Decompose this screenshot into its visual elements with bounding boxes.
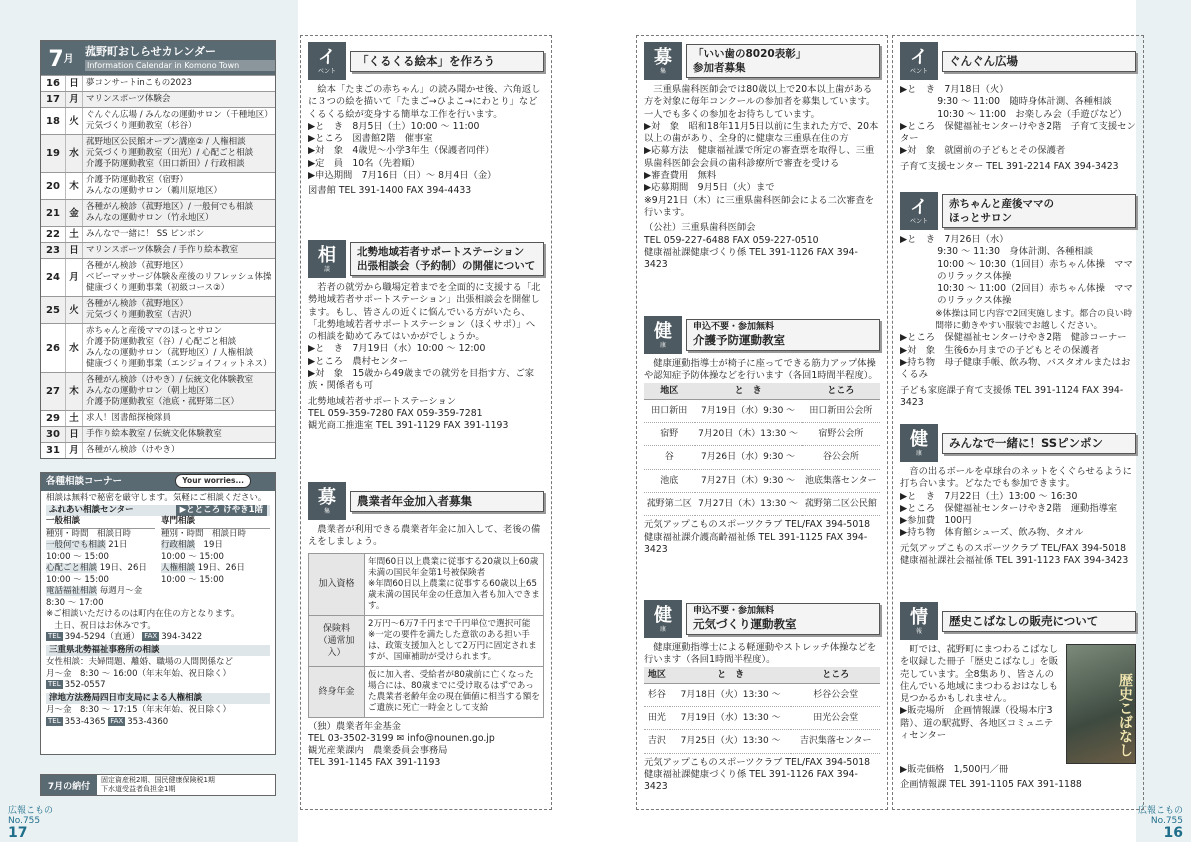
contact-dept-phone: TEL 391-1145 FAX 391-1193	[308, 757, 441, 769]
article-pretitle: 申込不要・参加無料	[693, 322, 775, 332]
calendar-event: ベビーマッサージ体験＆産後のリフレッシュ体操	[86, 272, 272, 282]
table-cell: 吉沢	[644, 730, 670, 753]
calendar-weekday: 木	[65, 373, 82, 410]
calendar-weekday: 月	[65, 259, 82, 296]
calendar-event: 菰野地区公民館オープン講座② / 人権相談	[86, 137, 246, 147]
calendar-event: みんなの運動サロン（朝上地区）	[86, 386, 214, 396]
health-badge: 健 康	[644, 316, 682, 354]
mie-line2: 月～金 8:30 ～ 16:00（年末年始、祝日除く）	[46, 668, 231, 679]
detail-apply: ▶申込期間 7月16日（日）～ 8月4日（金）	[308, 170, 497, 182]
table-cell: 杉谷	[644, 683, 670, 706]
table-row	[644, 423, 880, 446]
calendar-row	[41, 296, 275, 323]
calendar-weekday: 月	[65, 92, 82, 107]
calendar-rows	[41, 75, 275, 458]
article-title: 赤ちゃんと産後ママの ほっとサロン	[942, 194, 1136, 228]
contact-club: 元気アップこものスポーツクラブ TEL/FAX 394-5018	[900, 542, 1127, 554]
calendar-row	[41, 258, 275, 296]
contact-org: 北勢地域若者サポートステーション	[308, 395, 457, 407]
article-title-main: 元気づくり運動教室	[693, 617, 797, 631]
calendar-event: 介護予防運動教室（宿野）	[86, 175, 189, 185]
table-row	[644, 683, 880, 706]
health-badge: 健 康	[644, 600, 682, 638]
general-time: 10:00 ～ 15:00	[46, 551, 109, 562]
calendar-row	[41, 426, 275, 442]
nenkin-r2-head: 保険料 （通常加入）	[309, 615, 365, 666]
article-title: 「くるくる絵本」を作ろう	[350, 51, 544, 72]
calendar-events	[82, 443, 275, 458]
col-date: 相談日時	[97, 528, 132, 539]
houterasu-tel: 353-4365	[64, 716, 106, 727]
article-pretitle: 申込不要・参加無料	[693, 606, 775, 616]
col-area: 地区	[644, 383, 695, 400]
contact-org: （公社）三重県歯科医師会	[644, 222, 756, 234]
footer-left	[8, 806, 53, 841]
table-cell: 7月20日（木）13:30 ～	[695, 423, 802, 446]
calendar-event: 各種がん検診（菰野地区）/ 一般何でも相談	[86, 202, 254, 212]
detail-time3: 10:30 ～ 11:00（2回目）赤ちゃん体操 ママのリラックス体操	[937, 283, 1133, 307]
calendar-event: 手作り絵本教室 / 伝統文化体験教室	[86, 429, 222, 439]
contact-dept: 観光商工推進室 TEL 391-1129 FAX 391-1193	[308, 420, 509, 432]
article-kaigo	[644, 316, 880, 556]
article-body: 若者の就労から職場定着までを全面的に支援する「北勢地域若者サポートステーション」出張相談会を開催します。もし、皆さんの近くに悩んでいる方がいたら、「北勢地域若者サポートステーション（ほくサポ）」への相談を勧めてみてはいかがでしょうか。	[308, 282, 541, 343]
calendar-event: 各種がん検診（けやき）/ 伝統文化体験教室	[86, 375, 254, 385]
calendar-month: 7 月	[48, 47, 74, 72]
calendar-weekday: 火	[65, 297, 82, 323]
table-cell: 宿野	[644, 423, 695, 446]
article-title: 農業者年金加入者募集	[350, 491, 544, 512]
table-cell: 杉谷公会堂	[791, 683, 880, 706]
worry-time: 10:00 ～ 15:00	[46, 574, 109, 585]
worries-tag: Your worries...	[175, 474, 251, 488]
footer-left-name: 広報こもの	[8, 806, 54, 816]
calendar-events	[82, 200, 275, 226]
calendar-weekday: 土	[65, 411, 82, 426]
calendar-event: みんなで一緒に！ SS ピンポン	[86, 229, 205, 239]
detail-time2: 10:00 ～ 10:30（1回目）赤ちゃん体操 ママのリラックス体操	[937, 258, 1133, 282]
table-cell: 田光公会堂	[791, 707, 880, 730]
event-badge: イ ベント	[308, 42, 346, 80]
tel-label: TEL	[48, 632, 61, 640]
article-title: 歴史こばなしの販売について	[942, 611, 1136, 632]
article-body: 音の出るボールを卓球台のネットをくぐらせるように打ち合います。どなたでも参加できます。	[900, 466, 1132, 490]
calendar-day: 23	[46, 245, 60, 256]
article-ehon	[308, 42, 544, 198]
calendar-event: 夢コンサートinこもの2023	[86, 78, 192, 88]
calendar-event: 求人！図書館探検隊員	[86, 413, 172, 423]
houterasu-fax: 353-4360	[127, 716, 169, 727]
footer-left-no: No.755	[8, 816, 41, 826]
article-support	[308, 240, 544, 433]
calendar-weekday: 日	[65, 76, 82, 91]
phone-date: 毎週月～金	[99, 586, 143, 596]
calendar-row	[41, 226, 275, 242]
nenkin-r2: 2万円～6万7千円まで千円単位で選択可能 ※一定の要件を満たした意欲のある担い手は、政策支援加入として2万円に固定されますが、国庫補助が受けられます。	[365, 615, 544, 666]
general-date: 21日	[108, 540, 128, 550]
detail-who: ▶対 象 生後6か月までの子どもとその保護者	[900, 344, 1100, 356]
admin-time: 10:00 ～ 15:00	[161, 551, 224, 562]
admin-date: 19日	[203, 540, 223, 550]
table-cell: 菰野第二区	[644, 493, 695, 516]
table-row	[644, 446, 880, 469]
article-body: 町では、菰野町にまつわるこばなしを収録した冊子「歴史こばなし」を販売しています。全8集あり、皆さんの住んでいる地域にまつわるおはなしも見つかるかもしれません。	[900, 644, 1059, 705]
calendar-day: 20	[46, 180, 60, 192]
calendar-day: 21	[46, 207, 60, 219]
article-title	[686, 319, 880, 351]
calendar-events	[82, 427, 275, 442]
contact-dept: 健康福祉課介護高齢福祉係 TEL 391-1125 FAX 394-3423	[644, 531, 868, 555]
event-badge: イ ベント	[900, 42, 938, 80]
general-head: 一般相談	[46, 516, 155, 529]
calendar-day: 27	[46, 386, 60, 397]
contact-org: （独）農業者年金基金	[308, 720, 401, 732]
detail-time1: 9:30 ～ 11:00 随時身体計測、各種相談	[937, 96, 1112, 108]
col-time: と き	[670, 667, 792, 684]
mie-head: 三重県北勢福祉事務所の相談	[46, 645, 270, 657]
calendar-event: マリンスポーツ体験会 / 手作り絵本教室	[86, 245, 239, 255]
article-body: 健康運動指導士による軽運動やストレッチ体操などを行います（各回1時間半程度）。	[644, 642, 877, 666]
consult-badge: 相 談	[308, 240, 346, 278]
nenkin-r1: 年間60日以上農業に従事する20歳以上60歳未満の国民年金第1号被保険者 ※年間60日以上農業に従事する60歳以上65歳未満の国民年金の任意加入者も加入できます。	[365, 553, 544, 615]
detail-bring: ▶持ち物 母子健康手帳、飲み物、バスタオルまたはおくるみ	[900, 356, 1131, 381]
consult-intro: 相談は無料で秘密を厳守します。気軽にご相談ください。	[46, 493, 267, 503]
table-cell: 田口新田	[644, 399, 695, 422]
article-title-main: 介護予防運動教室	[693, 333, 785, 347]
col-date-2: 相談日時	[212, 528, 247, 539]
calendar-events	[82, 92, 275, 107]
detail-price: ▶販売価格 1,500円／冊	[900, 764, 1009, 775]
calendar-events	[82, 173, 275, 199]
table-cell: 池底	[644, 469, 695, 492]
table-cell: 7月25日（火）13:30 ～	[670, 730, 792, 753]
calendar-event: 介護予防運動教室（田口新田）/ 行政相談	[86, 159, 245, 169]
houterasu-head: 津地方法務局四日市支局による人権相談	[46, 693, 270, 705]
consult-tel: 394-5294（直通）	[64, 632, 140, 642]
worry-item: 心配ごと相談	[46, 563, 98, 573]
detail-where: ▶ところ 保健福祉センターけやき2階 運動指導室	[900, 502, 1118, 514]
nenkin-r3: 仮に加入者、受給者が80歳前に亡くなった場合には、80歳までに受け取るはずであった農業者老齢年金の現在価値に相当する額をご遺族に死亡一時金として支給	[365, 666, 544, 717]
article-gungun	[900, 42, 1136, 173]
detail-note: ※9月21日（木）に三重県歯科医師会による二次審査を行います。	[644, 194, 875, 218]
health-badge: 健 康	[900, 424, 938, 462]
worry-date: 19日、26日	[99, 563, 147, 573]
detail-where: ▶ところ 保健福祉センターけやき2階 健診コーナー	[900, 332, 1127, 344]
article-nenkin	[308, 482, 544, 770]
nenkin-r1-head: 加入資格	[309, 553, 365, 615]
calendar-event: 元気づくり運動教室（吉沢）	[86, 310, 197, 320]
calendar-events	[82, 108, 275, 134]
article-body: 絵本「たまごの赤ちゃん」の読み聞かせ後、六角返しに３つの絵を描いて「たまご→ひよこ→にわとり」などくるくる絵が変身する簡単な工作を行います。	[308, 84, 541, 120]
detail-when: ▶と き 7月18日（火）	[900, 84, 1009, 95]
calendar-day: 31	[46, 445, 60, 456]
consult-title: 各種相談コーナー	[41, 473, 275, 491]
detail-time2: 10:30 ～ 11:00 お楽しみ会（手遊びなど）	[937, 108, 1127, 120]
detail-note: ※体操は同じ内容で2回実施します。都合の良い時間帯に動きやすい服装でお越しください。	[935, 308, 1133, 332]
table-cell: 7月27日（木）9:30 ～	[695, 469, 802, 492]
table-cell: 7月19日（水）13:30 ～	[670, 707, 792, 730]
calendar-row	[41, 242, 275, 258]
article-body: 健康運動指導士が椅子に座ってできる筋力アップ体操や認知症予防体操などを行います（各回1時間半程度）。	[644, 358, 878, 382]
calendar-title: 菰野町おしらせカレンダー	[85, 45, 216, 58]
event-calendar	[40, 40, 276, 459]
table-cell: 菰野第二区公民館	[802, 493, 880, 516]
mie-line1: 女性相談：夫婦問題、離婚、職場の人間関係など	[46, 657, 234, 667]
rights-time: 10:00 ～ 15:00	[161, 574, 224, 585]
article-body: 三重県歯科医師会では80歳以上で20本以上歯がある方を対象に毎年コンクールの参加者を募集しています。一人でも多くの参加をお待ちしています。	[644, 84, 876, 120]
detail-where: ▶ところ 保健福祉センターけやき2階 子育て支援センター	[900, 120, 1136, 145]
special-head: 専門相談	[161, 516, 270, 529]
footer-right-name: 広報こもの	[1137, 806, 1183, 816]
calendar-event: 健康づくり運動事業（初級コース②）	[86, 283, 230, 293]
contact-dept: 健康福祉課健康づくり係 TEL 391-1126 FAX 394-3423	[644, 769, 858, 793]
admin-item: 行政相談	[161, 540, 196, 550]
table-cell: 吉沢集落センター	[791, 730, 880, 753]
calendar-event: 介護予防運動教室（池底・菰野第二区）	[86, 397, 240, 407]
detail-where: ▶ところ 図書館2階 催事室	[308, 133, 433, 145]
contact-phone: TEL 059-227-6488 FAX 059-227-0510	[644, 234, 819, 246]
calendar-weekday: 水	[65, 135, 82, 172]
calendar-events	[82, 324, 275, 372]
calendar-weekday: 木	[65, 173, 82, 199]
calendar-weekday: 日	[65, 427, 82, 442]
detail-when: ▶と き 7月26日（水）	[900, 234, 1009, 245]
col-place: ところ	[791, 667, 880, 684]
tel-label-3: TEL	[48, 716, 61, 725]
calendar-row	[41, 372, 275, 410]
calendar-event: 元気づくり運動教室（田光）/ 心配ごと相談	[86, 148, 254, 158]
detail-deadline: ▶応募期間 9月5日（火）まで	[644, 182, 775, 194]
page-number-left: 17	[8, 825, 28, 841]
detail-capacity: ▶定 員 10名（先着順）	[308, 157, 420, 169]
calendar-day: 29	[46, 413, 60, 424]
calendar-event: 健康づくり運動事業（エンジョイフィットネス）	[86, 359, 272, 369]
genki-schedule-table	[644, 667, 880, 754]
detail-who: ▶対 象 15歳から49歳までの就労を目指す方、ご家族・関係者も可	[308, 368, 535, 392]
table-cell: 7月19日（水）9:30 ～	[695, 399, 802, 422]
right-margin-bg	[1136, 0, 1191, 842]
phone-time: 8:30 ～ 17:00	[46, 597, 104, 608]
calendar-day: 25	[46, 304, 60, 316]
event-badge: イ ベント	[900, 192, 938, 230]
table-cell: 宿野公会所	[802, 423, 880, 446]
calendar-weekday: 水	[65, 324, 82, 372]
nenkin-table	[308, 553, 544, 718]
general-item: 一般何でも相談	[46, 540, 106, 550]
recruit-badge: 募 集	[308, 482, 346, 520]
booklet-title: 歴史こばなし	[1117, 673, 1133, 757]
table-cell: 田口新田公会所	[802, 399, 880, 422]
calendar-day: 19	[46, 148, 60, 159]
tax-line1: 固定資産税2期、国民健康保険税1期	[101, 776, 215, 784]
detail-how: ▶応募方法 健康福祉課で所定の審査票を取得し、三重県歯科医師会会員の歯科診療所で審査を受ける	[644, 145, 875, 169]
contact-dept: 健康福祉課社会福祉係 TEL 391-1123 FAX 394-3423	[900, 555, 1129, 567]
col-place: ところ	[802, 383, 880, 400]
contact-info: 子育て支援センター TEL 391-2214 FAX 394-3423	[900, 160, 1119, 172]
calendar-day: 18	[46, 115, 60, 127]
contact-phone: TEL 059-359-7280 FAX 059-359-7281	[308, 407, 483, 419]
calendar-row	[41, 75, 275, 91]
tax-label: 7月の納付	[41, 775, 97, 795]
center-place: ▶とところ けやき1階	[176, 505, 267, 517]
contact-dept: 健康福祉課健康づくり係 TEL 391-1126 FAX 394-3423	[644, 246, 858, 271]
contact-club: 元気アップこものスポーツクラブ TEL/FAX 394-5018	[644, 519, 871, 531]
col-kind: 種別・時間	[46, 528, 89, 539]
calendar-event: 介護予防運動教室（谷）/ 心配ごと相談	[86, 337, 237, 347]
contact-info: 図書館 TEL 391-1400 FAX 394-4433	[308, 185, 472, 197]
calendar-event: 各種がん検診（けやき）	[86, 445, 180, 455]
calendar-weekday: 月	[65, 443, 82, 458]
calendar-event: みんなの運動サロン（鵜川原地区）	[86, 186, 223, 196]
nenkin-r3-head: 終身年金	[309, 666, 365, 717]
calendar-events	[82, 297, 275, 323]
calendar-row	[41, 442, 275, 458]
detail-who: ▶対 象 4歳児～小学3年生（保護者同伴）	[308, 145, 495, 157]
col-area: 地区	[644, 667, 670, 684]
calendar-weekday: 火	[65, 108, 82, 134]
houterasu-line: 月～金 8:30 ～ 17:15（年末年始、祝日除く）	[46, 705, 231, 715]
calendar-event: 各種がん検診（菰野地区）	[86, 261, 189, 271]
booklet-cover-image	[1066, 644, 1136, 764]
fax-label: FAX	[144, 632, 158, 640]
table-row	[644, 399, 880, 422]
calendar-row	[41, 323, 275, 372]
page-number-right: 16	[1163, 825, 1183, 841]
detail-fee: ▶審査費用 無料	[644, 170, 717, 182]
table-cell: 7月27日（木）13:30 ～	[695, 493, 802, 516]
contact-dept: 観光産業課内 農業委員会事務局	[308, 745, 448, 757]
table-cell: 池底集落センター	[802, 469, 880, 492]
calendar-day: 22	[46, 229, 60, 240]
table-row	[644, 730, 880, 753]
article-title: みんなで一緒に！SSピンポン	[942, 433, 1136, 454]
calendar-event: みんなの運動サロン（菰野地区）/ 人権相談	[86, 348, 254, 358]
rights-date: 19日、26日	[197, 563, 245, 573]
tax-payment-box	[40, 774, 276, 796]
article-title	[686, 603, 880, 635]
mie-tel: 352-0557	[64, 680, 106, 690]
calendar-event: ぐんぐん広場 / みんなの運動サロン（千種地区）	[86, 110, 273, 120]
calendar-weekday: 日	[65, 243, 82, 258]
table-cell: 谷公会所	[802, 446, 880, 469]
recruit-badge: 募 集	[644, 42, 682, 80]
phone-item: 電話福祉相談	[46, 586, 98, 596]
calendar-events	[82, 243, 275, 258]
calendar-events	[82, 259, 275, 296]
detail-place: ▶販売場所 企画情報課（役場本庁3階）、道の駅菰野、各地区コミュニティセンター	[900, 705, 1054, 742]
calendar-weekday: 土	[65, 227, 82, 242]
article-title: 「いい歯の8020表彰」 参加者募集	[686, 44, 880, 78]
contact-club: 元気アップこものスポーツクラブ TEL/FAX 394-5018	[644, 756, 871, 768]
detail-where: ▶ところ 農村センター	[308, 355, 408, 367]
article-body: 農業者が利用できる農業者年金に加入して、老後の備えをしましょう。	[308, 524, 541, 548]
detail-who: ▶対 象 就園前の子どもとその保護者	[900, 145, 1066, 157]
detail-time1: 9:30 ～ 11:30 身体計測、各種相談	[937, 246, 1094, 258]
detail-when: ▶と き 7月19日（水）10:00 ～ 12:00	[308, 343, 486, 355]
table-row	[644, 469, 880, 492]
kaigo-schedule-table	[644, 383, 880, 517]
calendar-row	[41, 107, 275, 134]
table-cell: 谷	[644, 446, 695, 469]
footer-right	[1138, 806, 1183, 841]
detail-bring: ▶持ち物 体育館シューズ、飲み物、タオル	[900, 527, 1084, 539]
tel-label-2: TEL	[48, 680, 61, 688]
table-row	[644, 493, 880, 516]
calendar-event: マリンスポーツ体験会	[86, 94, 171, 104]
col-kind-2: 種別・時間	[161, 528, 204, 539]
article-pingpong	[900, 424, 1136, 567]
article-genki	[644, 600, 880, 794]
detail-who: ▶対 象 昭和18年11月5日以前に生まれた方で、20本以上の歯があり、全身的に健康な三重県在住の方	[644, 120, 879, 145]
detail-when: ▶と き 7月22日（土）13:00 ～ 16:30	[900, 490, 1078, 502]
calendar-event: 元気づくり運動教室（杉谷）	[86, 121, 197, 131]
consult-note2: 土日、祝日はお休みです。	[54, 620, 156, 631]
calendar-row	[41, 199, 275, 226]
center-label: ふれあい相談センター	[49, 504, 134, 515]
article-hotto	[900, 192, 1136, 409]
calendar-event: みんなの運動サロン（竹永地区）	[86, 213, 214, 223]
calendar-day: 26	[46, 342, 60, 354]
article-title: ぐんぐん広場	[942, 51, 1136, 72]
calendar-row	[41, 172, 275, 199]
calendar-event: 各種がん検診（菰野地区）	[86, 299, 189, 309]
contact-phone: TEL 03-3502-3199 ✉ info@nounen.go.jp	[308, 732, 495, 744]
calendar-weekday: 金	[65, 200, 82, 226]
calendar-day: 17	[46, 94, 60, 105]
calendar-day: 30	[46, 429, 60, 440]
calendar-row	[41, 134, 275, 172]
contact-info: 企画情報課 TEL 391-1105 FAX 391-1188	[900, 779, 1082, 791]
consult-note1: ※ご相談いただけるのは町内在住の方となります。	[46, 609, 240, 619]
calendar-events	[82, 411, 275, 426]
col-time: と き	[695, 383, 802, 400]
article-title: 北勢地域若者サポートステーション 出張相談会（予約制）の開催について	[350, 242, 544, 276]
calendar-row	[41, 91, 275, 107]
calendar-events	[82, 76, 275, 91]
tax-line2: 下水道受益者負担金1期	[101, 785, 176, 793]
calendar-day: 16	[46, 78, 60, 89]
detail-fee: ▶参加費 100円	[900, 515, 972, 527]
article-rekishi	[900, 602, 1136, 792]
detail-when: ▶と き 8月5日（土）10:00 ～ 11:00	[308, 120, 480, 132]
calendar-day: 24	[46, 272, 60, 283]
contact-info: 子ども家庭課子育て支援係 TEL 391-1124 FAX 394-3423	[900, 384, 1124, 408]
table-cell: 7月26日（水）9:30 ～	[695, 446, 802, 469]
calendar-header	[41, 41, 275, 75]
consult-fax: 394-3422	[161, 632, 203, 642]
calendar-event: 赤ちゃんと産後ママのほっとサロン	[86, 326, 223, 336]
fax-label-2: FAX	[110, 716, 124, 725]
info-badge: 情 報	[900, 602, 938, 640]
calendar-events	[82, 227, 275, 242]
article-8020	[644, 42, 880, 271]
table-cell: 田光	[644, 707, 670, 730]
rights-item: 人権相談	[161, 563, 196, 573]
calendar-events	[82, 373, 275, 410]
consultation-corner	[40, 472, 276, 755]
calendar-row	[41, 410, 275, 426]
table-cell: 7月18日（火）13:30 ～	[670, 683, 792, 706]
table-row	[644, 707, 880, 730]
calendar-events	[82, 135, 275, 172]
calendar-subtitle: Information Calendar in Komono Town	[85, 60, 275, 71]
footer-right-no: No.755	[1150, 816, 1183, 826]
